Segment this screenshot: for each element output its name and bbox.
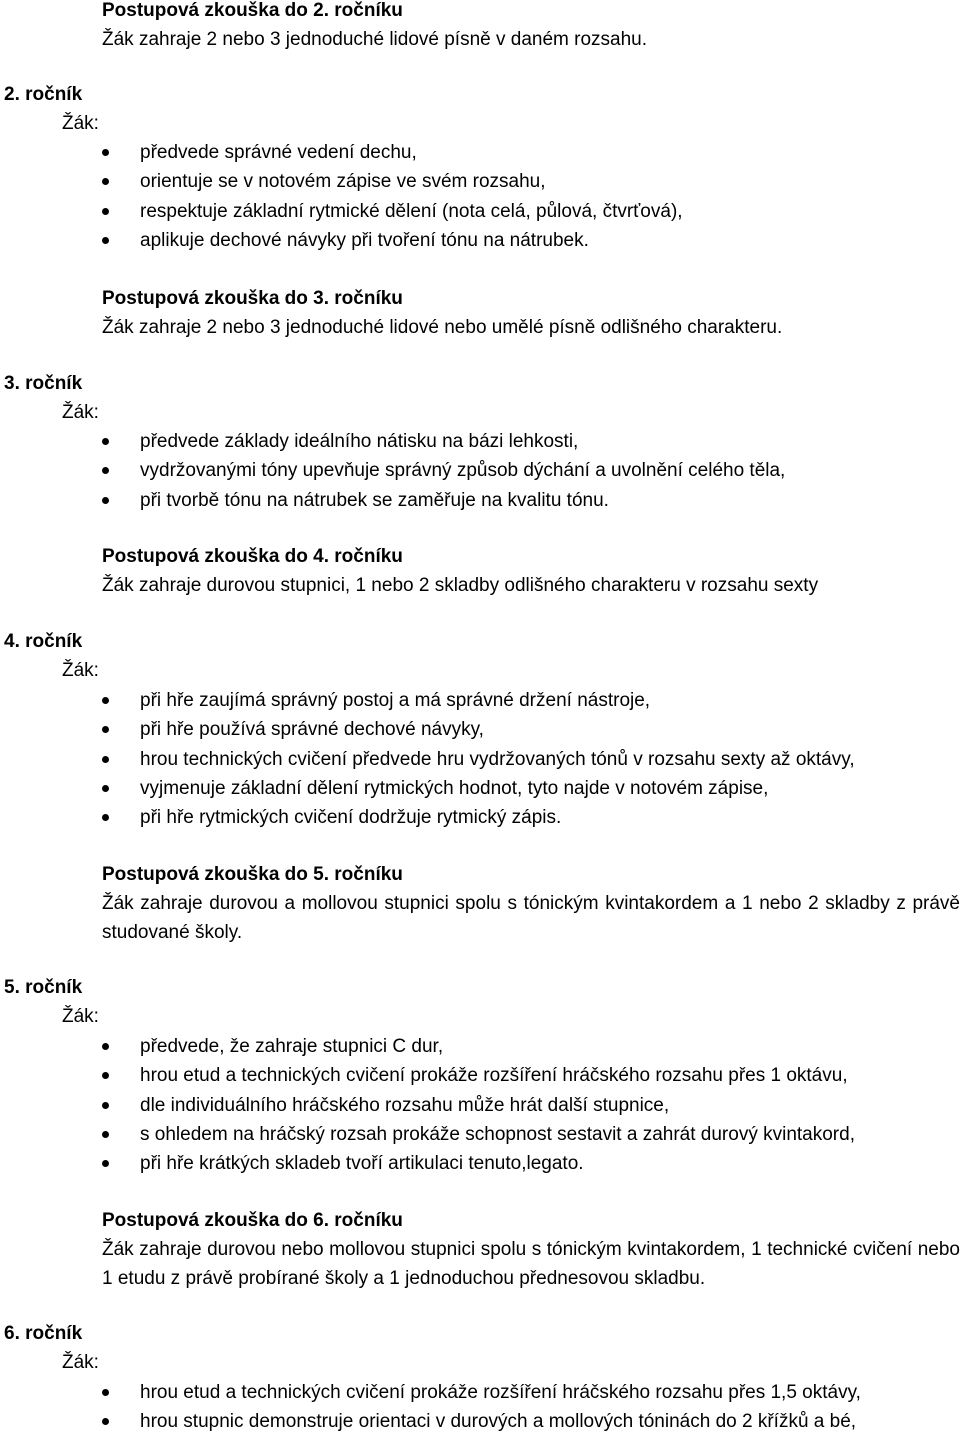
list-item-text: předvede, že zahraje stupnici C dur, (140, 1036, 444, 1057)
requirements-list-6 (0, 1378, 960, 1437)
list-item (0, 715, 960, 744)
exam-title: Postupová zkouška do 5. ročníku (102, 864, 403, 885)
bullet-icon (102, 1131, 109, 1138)
bullet-icon (102, 814, 109, 821)
exam-title: Postupová zkouška do 4. ročníku (102, 546, 403, 567)
exam-text: Žák zahraje durovou stupnici, 1 nebo 2 skladby odlišného charakteru v rozsahu sexty (102, 575, 819, 596)
year-heading-4: 4. ročník (4, 631, 83, 652)
list-item-text: hrou stupnic demonstruje orientaci v durových a mollových tóninách do 2 křížků a bé, (140, 1411, 857, 1433)
list-item (0, 1378, 960, 1407)
list-item-text: vydržovanými tóny upevňuje správný způsob dýchání a uvolnění celého těla, (140, 460, 786, 482)
list-item (0, 803, 960, 832)
list-item (0, 226, 960, 255)
bullet-icon (102, 1102, 109, 1109)
list-item (0, 1120, 960, 1149)
list-item-text: předvede správné vedení dechu, (140, 142, 417, 163)
list-item-text: při hře používá správné dechové návyky, (140, 719, 484, 741)
list-item-text: vyjmenuje základní dělení rytmických hodnot, tyto najde v notovém zápise, (140, 777, 769, 799)
list-item-text: hrou etud a technických cvičení prokáže rozšíření hráčského rozsahu přes 1 oktávu, (140, 1065, 848, 1087)
list-item-text: předvede základy ideálního nátisku na bázi lehkosti, (140, 431, 579, 452)
list-item (0, 686, 960, 715)
list-item (0, 774, 960, 803)
list-item (0, 486, 960, 515)
requirements-list-5 (0, 1032, 960, 1178)
requirements-list-3 (0, 427, 960, 515)
exam-title: Postupová zkouška do 3. ročníku (102, 288, 403, 309)
list-item (0, 167, 960, 196)
year-heading-6: 6. ročník (4, 1323, 83, 1344)
bullet-icon (102, 438, 109, 445)
list-item-text: aplikuje dechové návyky při tvoření tónu na nátrubek. (140, 229, 589, 251)
list-item-text: s ohledem na hráčský rozsah prokáže schopnost sestavit a zahrát durový kvintakord, (140, 1123, 855, 1145)
exam-text: Žák zahraje durovou nebo mollovou stupnici spolu s tónickým kvintakordem, 1 technické cvičení nebo 1 etudu z právě probírané školy a 1 jednoduchou přednesovou skladbu. (102, 1239, 960, 1289)
exam-block-3 (102, 284, 960, 342)
student-label: Žák: (62, 1352, 99, 1373)
year-heading-3: 3. ročník (4, 373, 83, 394)
list-item-text: při hře rytmických cvičení dodržuje rytmický zápis. (140, 807, 562, 829)
exam-block-5 (102, 860, 960, 947)
bullet-icon (102, 208, 109, 215)
requirements-list-2 (0, 138, 960, 255)
exam-text: Žák zahraje 2 nebo 3 jednoduché lidové nebo umělé písně odlišného charakteru. (102, 317, 783, 338)
bullet-icon (102, 237, 109, 244)
list-item-text: respektuje základní rytmické dělení (nota celá, půlová, čtvrťová), (140, 200, 683, 222)
bullet-icon (102, 1389, 109, 1396)
list-item-text: dle individuálního hráčského rozsahu může hrát další stupnice, (140, 1094, 670, 1116)
list-item-text: orientuje se v notovém zápise ve svém rozsahu, (140, 171, 546, 193)
exam-block-6 (102, 1206, 960, 1293)
list-item-text: při hře zaujímá správný postoj a má správné držení nástroje, (140, 690, 651, 711)
list-item (0, 1091, 960, 1120)
bullet-icon (102, 497, 109, 504)
list-item (0, 1149, 960, 1178)
exam-block-4 (102, 542, 960, 600)
year-heading-2: 2. ročník (4, 84, 83, 105)
bullet-icon (102, 785, 109, 792)
bullet-icon (102, 178, 109, 185)
exam-text: Žák zahraje 2 nebo 3 jednoduché lidové písně v daném rozsahu. (102, 29, 648, 50)
list-item (0, 138, 960, 167)
list-item (0, 197, 960, 226)
year-heading-5: 5. ročník (4, 977, 83, 998)
exam-block-2 (102, 0, 960, 54)
student-label: Žák: (62, 660, 99, 681)
requirements-list-4 (0, 686, 960, 832)
exam-title: Postupová zkouška do 2. ročníku (102, 0, 403, 21)
exam-title: Postupová zkouška do 6. ročníku (102, 1210, 403, 1231)
student-label: Žák: (62, 402, 99, 423)
bullet-icon (102, 1160, 109, 1167)
list-item (0, 1061, 960, 1090)
list-item-text: hrou technických cvičení předvede hru vydržovaných tónů v rozsahu sexty až oktávy, (140, 748, 855, 770)
bullet-icon (102, 467, 109, 474)
bullet-icon (102, 756, 109, 763)
bullet-icon (102, 1072, 109, 1079)
list-item-text: při tvorbě tónu na nátrubek se zaměřuje na kvalitu tónu. (140, 489, 609, 511)
list-item (0, 745, 960, 774)
list-item (0, 1032, 960, 1061)
bullet-icon (102, 697, 109, 704)
bullet-icon (102, 1418, 109, 1425)
list-item-text: při hře krátkých skladeb tvoří artikulaci tenuto,legato. (140, 1153, 584, 1175)
bullet-icon (102, 149, 109, 156)
list-item-text: hrou etud a technických cvičení prokáže rozšíření hráčského rozsahu přes 1,5 oktávy, (140, 1382, 861, 1403)
exam-text: Žák zahraje durovou a mollovou stupnici spolu s tónickým kvintakordem a 1 nebo 2 skladby z právě studované školy. (102, 893, 960, 943)
list-item (0, 456, 960, 485)
student-label: Žák: (62, 1006, 99, 1027)
bullet-icon (102, 726, 109, 733)
list-item (0, 427, 960, 456)
bullet-icon (102, 1043, 109, 1050)
list-item (0, 1407, 960, 1436)
student-label: Žák: (62, 113, 99, 134)
